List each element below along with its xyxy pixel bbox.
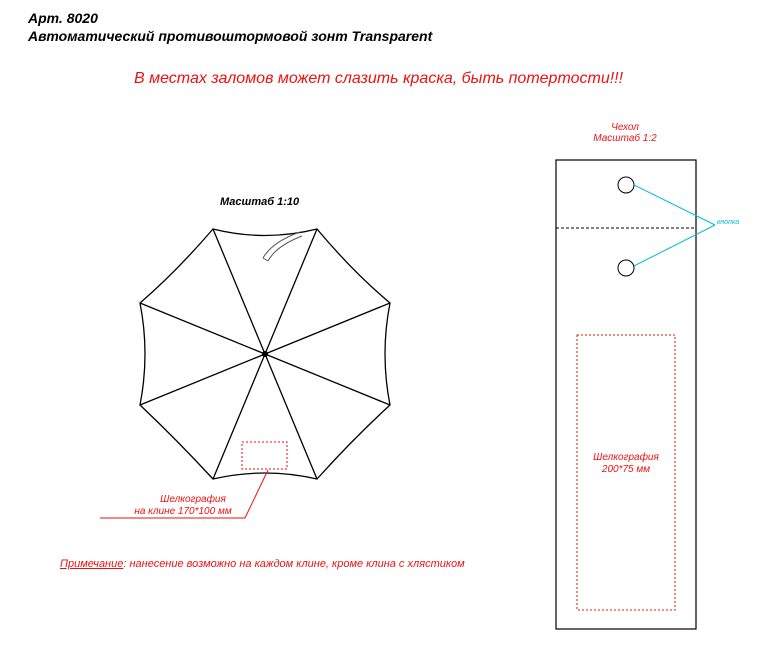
umbrella-strap xyxy=(263,232,302,261)
case-button-top xyxy=(618,177,634,193)
umbrella-center xyxy=(262,351,268,357)
case-button-bottom xyxy=(618,260,634,276)
umbrella-rib xyxy=(265,354,390,405)
article-number: Арт. 8020 xyxy=(28,10,98,26)
umbrella-print-label-line1: Шелкография xyxy=(160,494,226,505)
umbrella-rib xyxy=(213,354,265,479)
button-callout-line xyxy=(634,225,715,266)
umbrella-print-area xyxy=(242,442,287,469)
umbrella-rib xyxy=(265,229,317,354)
case-print-label-line1: Шелкография xyxy=(593,452,659,463)
button-callout-line xyxy=(634,185,715,225)
umbrella-scale-label: Масштаб 1:10 xyxy=(220,196,300,208)
case-title: Чехол xyxy=(611,122,639,133)
umbrella-rib xyxy=(140,354,265,405)
note xyxy=(60,558,465,570)
note-prefix: Примечание xyxy=(60,558,124,570)
case-scale-label: Масштаб 1:2 xyxy=(593,133,657,144)
case-print-label-line2: 200*75 мм xyxy=(601,464,651,475)
umbrella-rib xyxy=(213,229,265,354)
product-title: Автоматический противоштормовой зонт Transparent xyxy=(28,28,433,44)
button-callout-label: кнопка xyxy=(717,219,740,226)
umbrella-rib xyxy=(265,303,390,354)
umbrella-rib xyxy=(265,354,317,479)
umbrella-print-label-line2: на клине 170*100 мм xyxy=(134,506,232,517)
case-drawing xyxy=(556,160,715,629)
umbrella-rib xyxy=(140,303,265,354)
warning-text: В местах заломов может слазить краска, быть потертости!!! xyxy=(134,70,624,87)
note-text: : нанесение возможно на каждом клине, кроме клина с хлястиком xyxy=(123,558,465,570)
